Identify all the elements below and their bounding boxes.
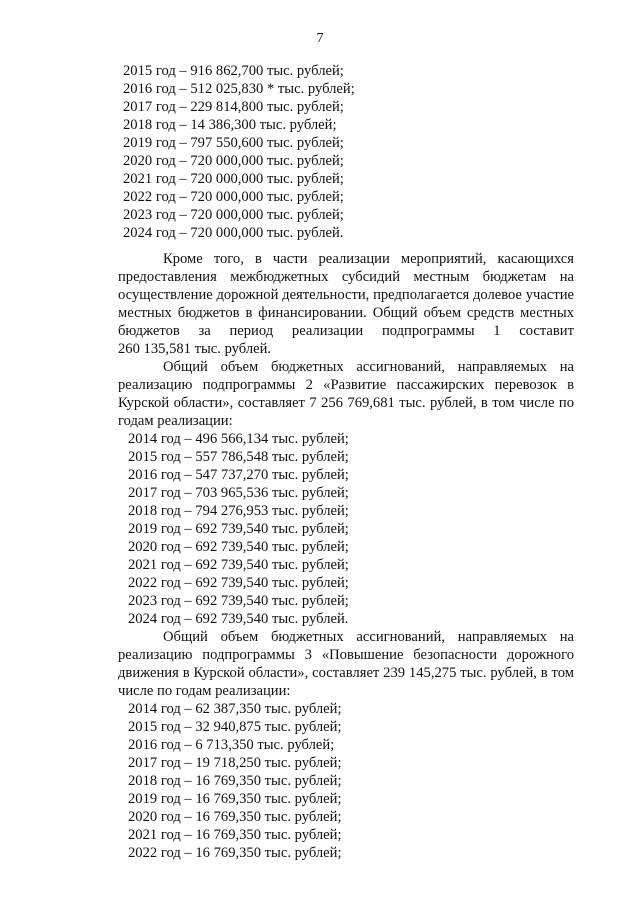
list-item: 2020 год – 720 000,000 тыс. рублей; [123,153,344,169]
list-item: 2023 год – 720 000,000 тыс. рублей; [123,207,344,223]
list-item: 2017 год – 229 814,800 тыс. рублей; [123,99,344,115]
page-number: 7 [316,31,324,46]
list-item: 2022 год – 692 739,540 тыс. рублей; [128,575,349,591]
list-item: 2019 год – 797 550,600 тыс. рублей; [123,135,344,151]
list-item: 2016 год – 547 737,270 тыс. рублей; [128,467,349,483]
list-item: 2014 год – 62 387,350 тыс. рублей; [128,701,342,717]
list-item: 2021 год – 692 739,540 тыс. рублей; [128,557,349,573]
paragraph-line: Общий объем бюджетных ассигнований, направляемых на [163,629,574,645]
paragraph-line: бюджетов за период реализации подпрограммы 1 составит [118,323,574,339]
paragraph-line: реализацию подпрограммы 3 «Повышение безопасности дорожного [118,647,574,663]
paragraph-line: реализацию подпрограммы 2 «Развитие пассажирских перевозок в [118,377,574,393]
list-item: 2015 год – 916 862,700 тыс. рублей; [123,63,344,79]
list-item: 2014 год – 496 566,134 тыс. рублей; [128,431,349,447]
list-item: 2021 год – 720 000,000 тыс. рублей; [123,171,344,187]
list-item: 2022 год – 720 000,000 тыс. рублей; [123,189,344,205]
list-item: 2024 год – 720 000,000 тыс. рублей. [123,225,344,241]
list-item: 2015 год – 557 786,548 тыс. рублей; [128,449,349,465]
paragraph-line: местных бюджетов в финансировании. Общий объем средств местных [118,305,574,321]
list-item: 2022 год – 16 769,350 тыс. рублей; [128,845,342,861]
paragraph-line: движения в Курской области», составляет 239 145,275 тыс. рублей, в том [118,665,574,681]
list-item: 2017 год – 19 718,250 тыс. рублей; [128,755,342,771]
list-item: 2015 год – 32 940,875 тыс. рублей; [128,719,342,735]
list-item: 2020 год – 692 739,540 тыс. рублей; [128,539,349,555]
list-item: 2016 год – 512 025,830 * тыс. рублей; [123,81,355,97]
paragraph-line: годам реализации: [118,413,233,429]
paragraph-line: предоставления межбюджетных субсидий местным бюджетам на [118,269,574,285]
list-item: 2018 год – 16 769,350 тыс. рублей; [128,773,342,789]
list-item: 2019 год – 692 739,540 тыс. рублей; [128,521,349,537]
paragraph-line: числе по годам реализации: [118,683,291,699]
list-item: 2019 год – 16 769,350 тыс. рублей; [128,791,342,807]
paragraph-line: осуществление дорожной деятельности, предполагается долевое участие [118,287,574,303]
list-item: 2017 год – 703 965,536 тыс. рублей; [128,485,349,501]
list-item: 2024 год – 692 739,540 тыс. рублей. [128,611,349,627]
paragraph-line: 260 135,581 тыс. рублей. [118,341,272,357]
list-item: 2018 год – 794 276,953 тыс. рублей; [128,503,349,519]
list-item: 2023 год – 692 739,540 тыс. рублей; [128,593,349,609]
paragraph-line: Курской области», составляет 7 256 769,681 тыс. рублей, в том числе по [118,395,574,411]
list-item: 2016 год – 6 713,350 тыс. рублей; [128,737,335,753]
list-item: 2018 год – 14 386,300 тыс. рублей; [123,117,337,133]
list-item: 2020 год – 16 769,350 тыс. рублей; [128,809,342,825]
paragraph-line: Общий объем бюджетных ассигнований, направляемых на [163,359,574,375]
list-item: 2021 год – 16 769,350 тыс. рублей; [128,827,342,843]
paragraph-line: Кроме того, в части реализации мероприятий, касающихся [163,251,574,267]
